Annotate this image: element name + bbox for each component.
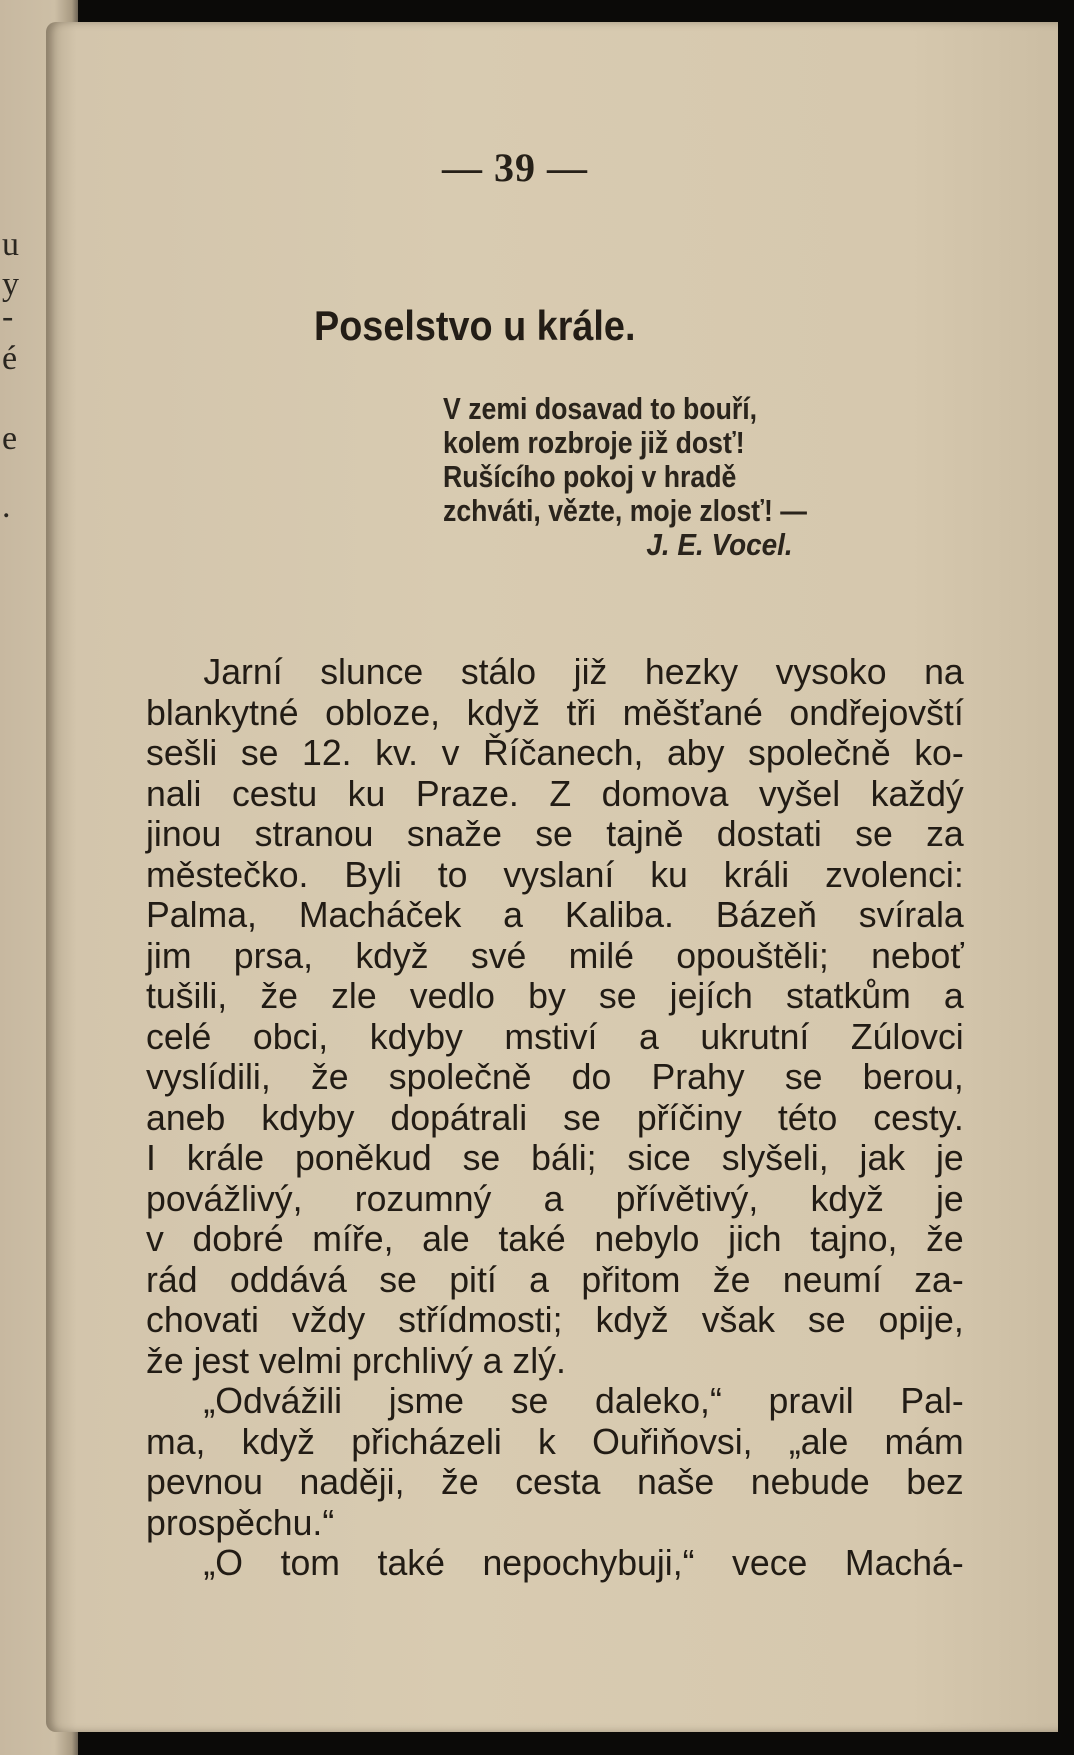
text-line: aneb kdyby dopátrali se příčiny této cesty. — [146, 1096, 964, 1138]
epigraph-line: zchváti, vězte, moje zlosť! — — [443, 493, 807, 528]
text-line: chovati vždy střídmosti; když však se opije, — [146, 1299, 964, 1340]
text-line: Jarní slunce stálo již hezky vysoko na — [203, 651, 964, 692]
previous-page-fragment: - — [2, 298, 14, 335]
text-line: městečko. Byli to vyslaní ku králi zvolenci: — [146, 853, 964, 895]
text-line: že jest velmi prchlivý a zlý. — [146, 1339, 566, 1381]
previous-page-fragment: y — [2, 266, 19, 303]
text-line: jim prsa, když své milé opouštěli; neboť — [146, 934, 964, 976]
epigraph-line: V zemi dosavad to bouří, — [443, 391, 758, 426]
text-line: nali cestu ku Praze. Z domova vyšel každý — [146, 772, 964, 814]
text-line: v dobré míře, ale také nebylo jich tajno, že — [146, 1218, 964, 1259]
text-line: rád oddává se pití a přitom že neumí za- — [146, 1258, 964, 1300]
book-page — [46, 22, 1060, 1732]
text-line: prospěchu.“ — [146, 1501, 335, 1543]
text-line: celé obci, kdyby mstiví a ukrutní Zúlovci — [146, 1015, 964, 1057]
text-line: pevnou naději, že cesta naše nebude bez — [146, 1461, 964, 1502]
text-line: I krále poněkud se báli; sice slyšeli, jak je — [146, 1137, 964, 1178]
text-line: povážlivý, rozumný a přívětivý, když je — [146, 1177, 964, 1219]
page-number: — 39 — — [442, 145, 588, 190]
epigraph-author: J. E. Vocel. — [646, 527, 793, 562]
text-line: sešli se 12. kv. v Říčanech, aby společně ko- — [146, 732, 964, 773]
body-text — [146, 652, 972, 1584]
text-line: vyslídili, že společně do Prahy se berou, — [146, 1056, 964, 1097]
text-line: jinou stranou snaže se tajně dostati se za — [146, 813, 964, 854]
text-line: „Odvážili jsme se daleko,“ pravil Pal- — [203, 1380, 964, 1421]
page-shadow — [1058, 0, 1074, 1755]
previous-page-fragment: . — [2, 488, 11, 525]
previous-page-fragment: é — [2, 340, 18, 377]
chapter-title: Poselstvo u krále. — [314, 302, 636, 349]
epigraph — [443, 392, 963, 562]
text-line: ma, když přicházeli k Ouřiňovsi, „ale mám — [146, 1420, 964, 1462]
text-line: tušili, že zle vedlo by se jejích statkům a — [146, 975, 964, 1016]
text-line: „O tom také nepochybuji,“ vece Machá- — [203, 1542, 964, 1583]
previous-page-fragment: u — [2, 226, 19, 263]
previous-page-fragment: e — [2, 420, 18, 457]
text-line: blankytné obloze, když tři měšťané ondřejovští — [146, 691, 964, 733]
epigraph-line: Rušícího pokoj v hradě — [443, 459, 737, 494]
epigraph-line: kolem rozbroje již dosť! — [443, 425, 745, 460]
text-line: Palma, Macháček a Kaliba. Bázeň svírala — [146, 894, 964, 935]
